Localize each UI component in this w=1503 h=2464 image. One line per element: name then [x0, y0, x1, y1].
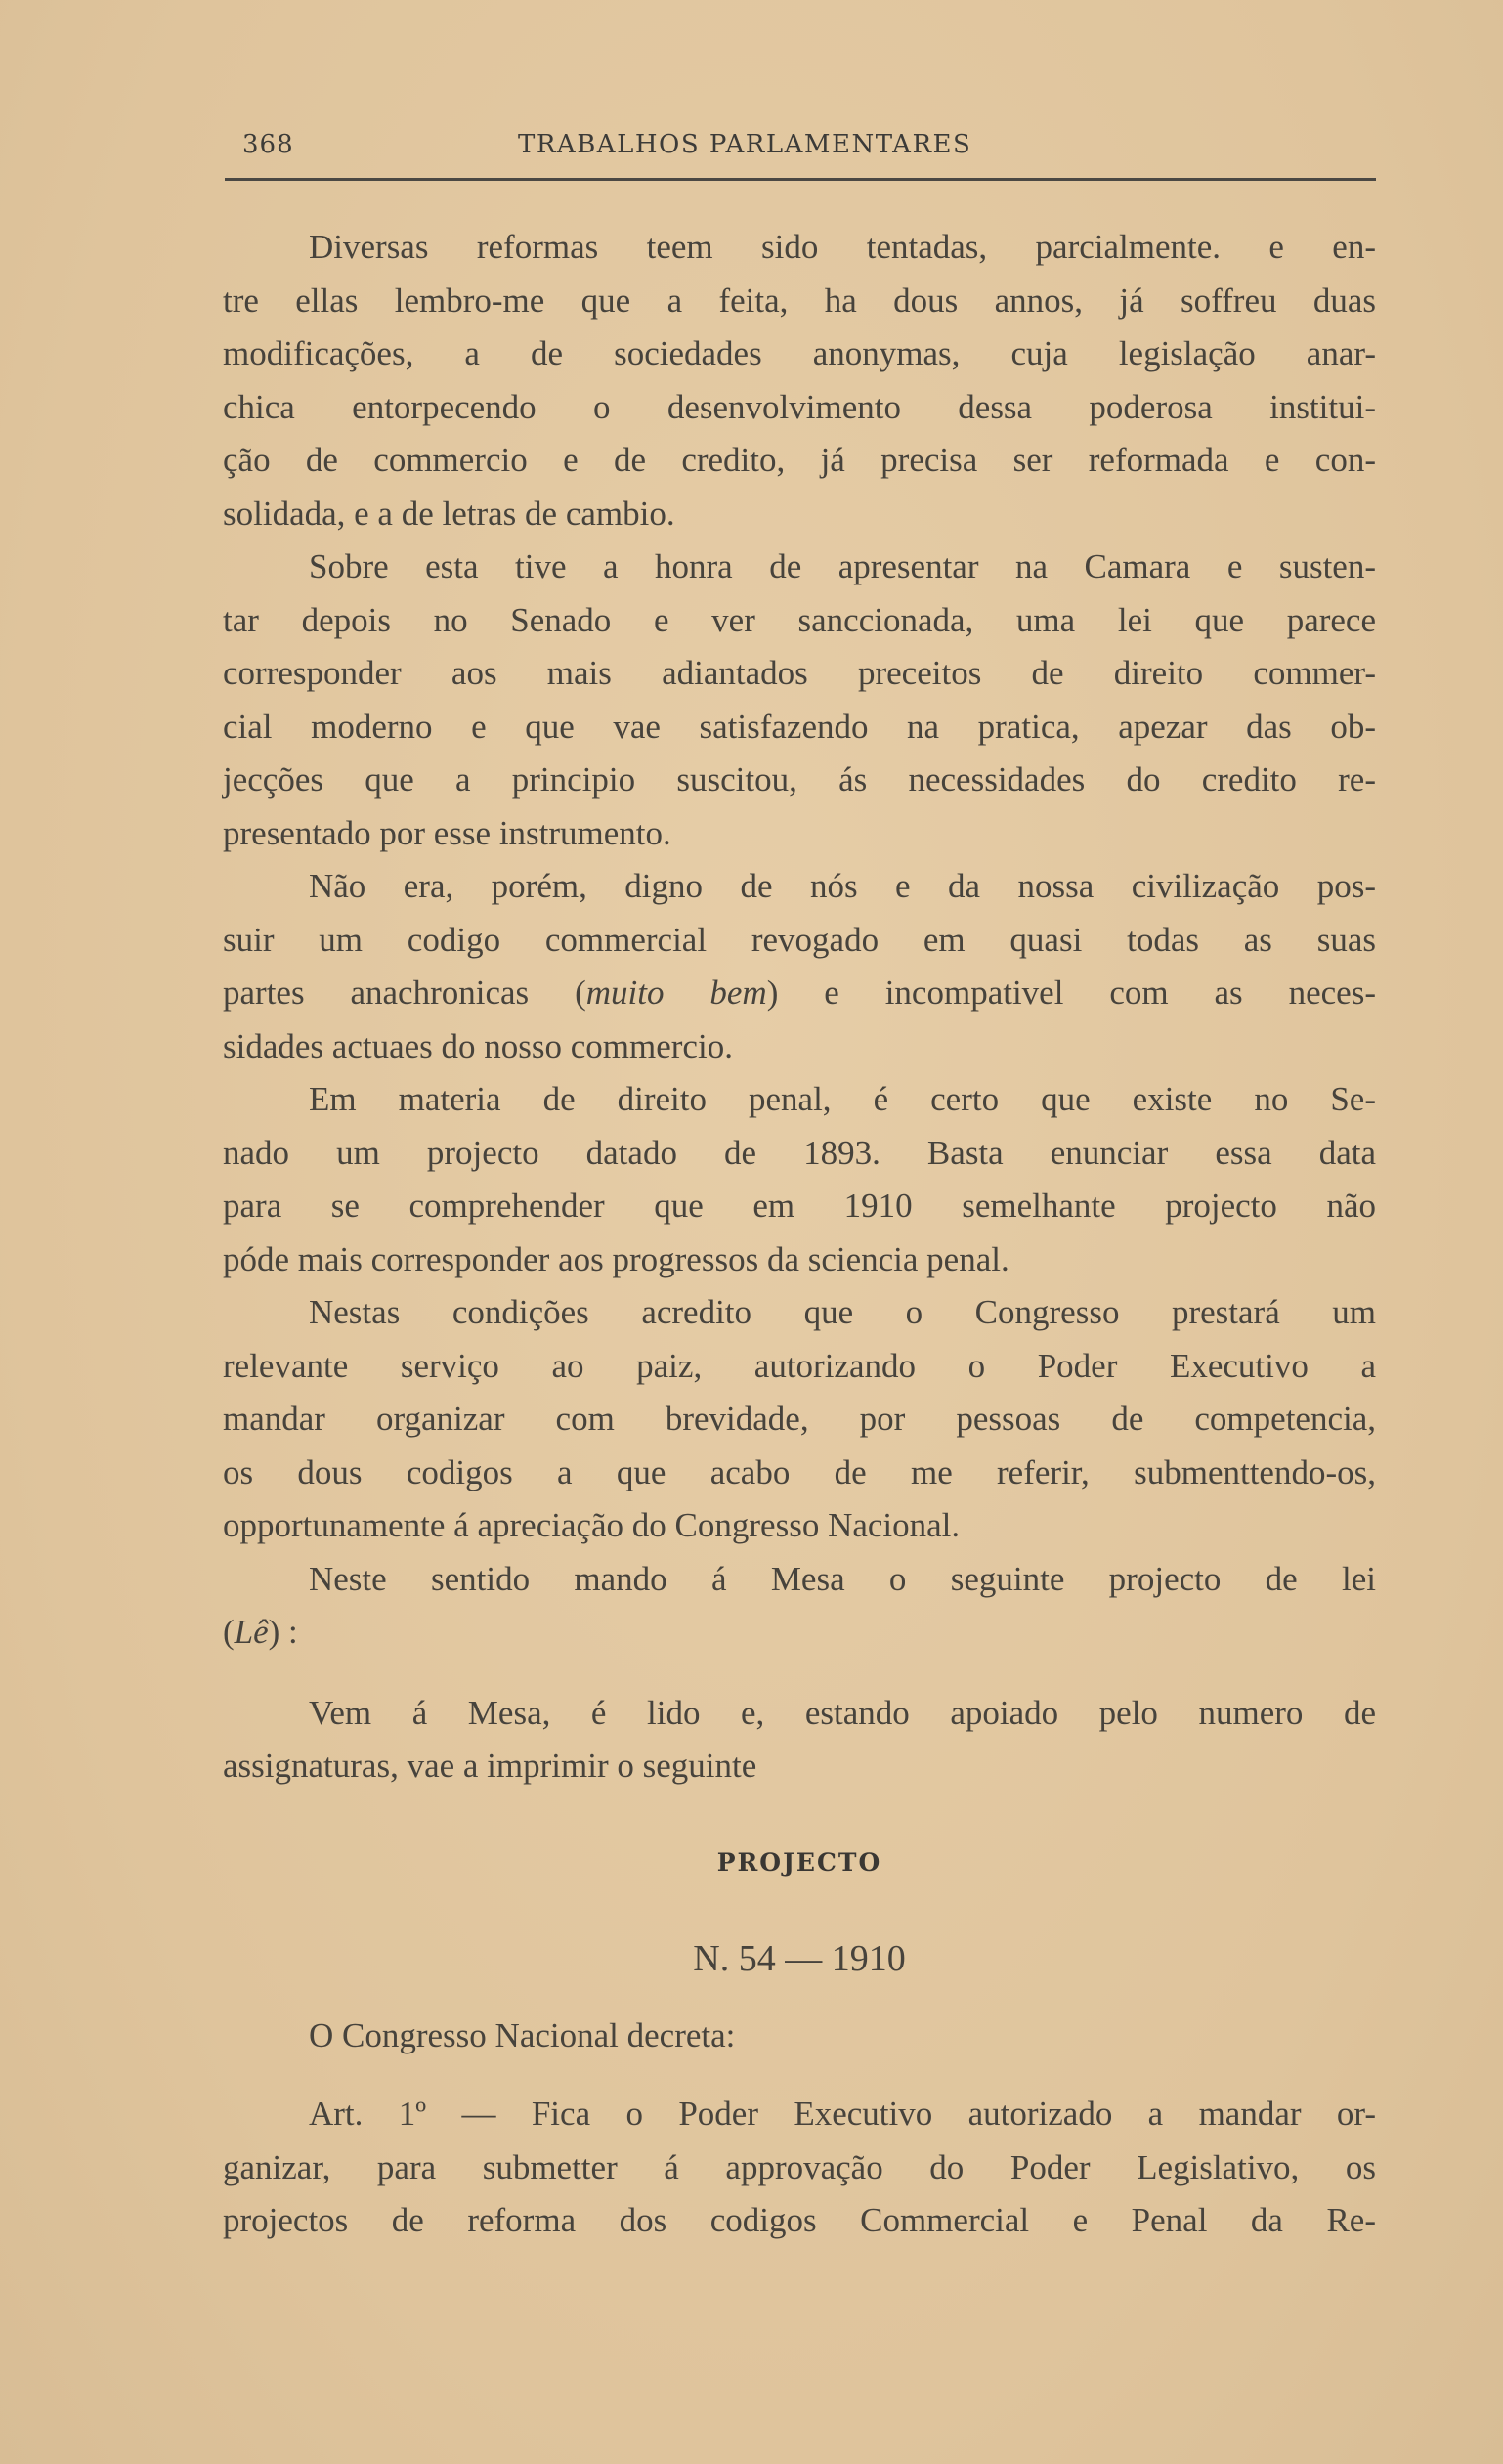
text-line: ção de commercio e de credito, já precisa ser reformada e con- [223, 441, 1376, 479]
text-line: Vem á Mesa, é lido e, estando apoiado pelo numero de [309, 1693, 1376, 1732]
text-line-with-aside [223, 967, 1376, 1020]
projecto-preamble [223, 2010, 1376, 2063]
paragraph-neste-sentido [223, 1553, 1376, 1660]
spacer [223, 2062, 1376, 2088]
projecto-heading: PROJECTO [716, 1847, 882, 1877]
text-fragment: ) : [268, 1613, 298, 1651]
text-line: Não era, porém, digno de nós e da nossa civilização pos- [309, 867, 1376, 905]
text-line: Nestas condições acredito que o Congresso prestará um [309, 1293, 1376, 1331]
paragraph-direito-penal [223, 1073, 1376, 1286]
text-line: Neste sentido mando á Mesa o seguinte projecto de lei [309, 1559, 1376, 1598]
text-line: solidada, e a de letras de cambio. [223, 494, 675, 533]
header-rule [225, 178, 1376, 181]
text-fragment: partes anachronicas ( [223, 973, 586, 1012]
text-line: ganizar, para submetter á approvação do Poder Legislativo, os [223, 2147, 1376, 2186]
text-line: modificações, a de sociedades anonymas, cuja legislação anar- [223, 334, 1376, 372]
spacer [223, 1660, 1376, 1687]
text-line: os dous codigos a que acabo de me referir, submenttendo-os, [223, 1452, 1376, 1491]
text-line: relevante serviço ao paiz, autorizando o Poder Executivo a [223, 1346, 1376, 1385]
reading-note-le: Lê [234, 1613, 269, 1651]
aside-muito-bem: muito bem [585, 973, 767, 1012]
text-fragment: ( [223, 1613, 235, 1651]
announcement [223, 1687, 1376, 1794]
text-line: cial moderno e que vae satisfazendo na pratica, apezar das ob- [223, 707, 1376, 746]
text-line: assignaturas, vae a imprimir o seguinte [223, 1747, 757, 1785]
text-line: mandar organizar com brevidade, por pessoas de competencia, [223, 1400, 1376, 1438]
text-line: tar depois no Senado e ver sanccionada, uma lei que parece [223, 600, 1376, 639]
text-line: para se comprehender que em 1910 semelhante projecto não [223, 1187, 1376, 1225]
text-line: Em materia de direito penal, é certo que existe no Se- [309, 1080, 1376, 1118]
text-line: presentado por esse instrumento. [223, 813, 671, 852]
text-line: chica entorpecendo o desenvolvimento dessa poderosa institui- [223, 387, 1376, 426]
text-fragment: ) e incompativel com as neces- [766, 973, 1376, 1012]
article-1 [223, 2088, 1376, 2248]
text-line: tre ellas lembro-me que a feita, ha dous annos, já soffreu duas [223, 281, 1376, 320]
text-line: póde mais corresponder aos progressos da sciencia penal. [223, 1239, 1009, 1278]
text-line: projectos de reforma dos codigos Commercial e Penal da Re- [223, 2201, 1376, 2239]
text-line: suir um codigo commercial revogado em quasi todas as suas [223, 920, 1376, 959]
paragraph-lei-cambio [223, 540, 1376, 860]
paragraph-nestas-condicoes [223, 1286, 1376, 1553]
text-line: corresponder aos mais adiantados preceitos de direito commer- [223, 654, 1376, 692]
text-line: O Congresso Nacional decreta: [309, 2015, 736, 2054]
paragraph-codigo-commercial [223, 860, 1376, 1073]
text-line: sidades actuaes do nosso commercio. [223, 1026, 733, 1065]
page-header [225, 130, 1376, 169]
running-title: TRABALHOS PARLAMENTARES [518, 130, 972, 159]
paragraph-reformas [223, 221, 1376, 540]
text-line: Art. 1º — Fica o Poder Executivo autorizado a mandar or- [309, 2095, 1376, 2133]
text-line: jecções que a principio suscitou, ás necessidades do credito re- [223, 760, 1376, 799]
text-line: Diversas reformas teem sido tentadas, parcialmente. e en- [309, 228, 1376, 266]
projecto-number: N. 54 — 1910 [693, 1938, 906, 1979]
page-number: 368 [242, 130, 294, 159]
body-text [223, 221, 1376, 2248]
text-line: opportunamente á apreciação do Congresso Nacional. [223, 1506, 961, 1544]
reading-note [223, 1606, 1376, 1660]
text-line: Sobre esta tive a honra de apresentar na Camara e susten- [309, 547, 1376, 585]
text-line: nado um projecto datado de 1893. Basta enunciar essa data [223, 1133, 1376, 1172]
